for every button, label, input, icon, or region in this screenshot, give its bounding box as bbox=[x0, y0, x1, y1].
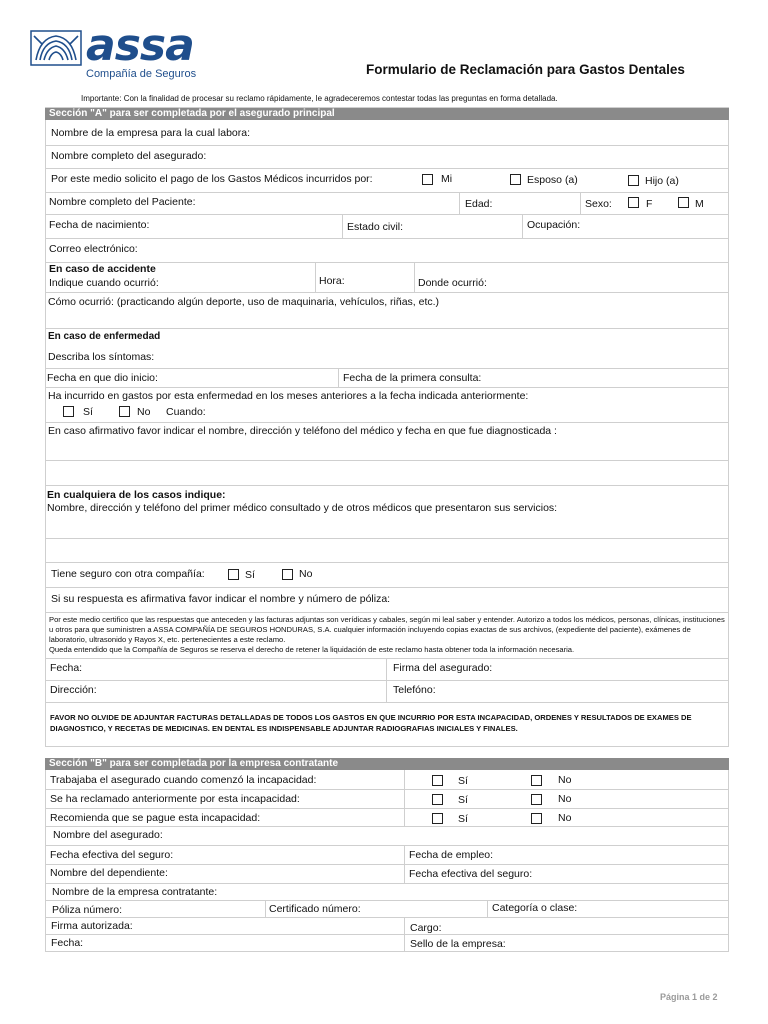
certifico-paragraph: Por este medio certifico que las respuestas que anteceden y las facturas adjuntas son verídicas y cabales, según mi leal saber y entender. Autorizo a todos los médicos, personas, clínicas, instituciones u otros para que suministren a ASSA COMPAÑÍA DE SEGUROS HONDURAS, S.A. cualquier información incluyendo copias exactas de sus archivos, (expediente del paciente), exámenes de laboratorio, ultrasonido y Rayos X, etc. pertenecientes a este reclamo. Queda entendido que la Compañía de Seguros se reserva el derecho de retener la liquidación de este reclamo hasta obtener toda la información necesaria. bbox=[49, 615, 725, 654]
categoria-label: Categoría o clase: bbox=[492, 902, 578, 914]
poliza-numero-label: Póliza número: bbox=[52, 904, 123, 916]
checkbox-sexo-f[interactable] bbox=[628, 197, 639, 208]
certificado-numero-label: Certificado número: bbox=[269, 903, 361, 915]
firma-label: Firma del asegurado: bbox=[393, 662, 493, 674]
opt-hijo-label: Hijo (a) bbox=[645, 175, 679, 187]
fecha-efectiva-2-label: Fecha efectiva del seguro: bbox=[409, 868, 533, 880]
como-label: Cómo ocurrió: (practicando algún deporte, uso de maquinaria, vehículos, riñas, etc.) bbox=[48, 296, 440, 308]
dependiente-label: Nombre del dependiente: bbox=[50, 867, 168, 879]
donde-label: Donde ocurrió: bbox=[418, 277, 487, 289]
logo-subtitle: Compañía de Seguros bbox=[86, 68, 197, 80]
logo-wordmark: assa bbox=[86, 20, 194, 71]
edad-label: Edad: bbox=[465, 198, 493, 210]
telefono-label: Telefóno: bbox=[393, 684, 436, 696]
section-a-header: Sección "A" para ser completada por el asegurado principal bbox=[45, 108, 729, 120]
section-b-header: Sección "B" para ser completada por la empresa contratante bbox=[45, 758, 729, 770]
checkbox-q2-no[interactable] bbox=[531, 794, 542, 805]
importante-note: Importante: Con la finalidad de procesar su reclamo rápidamente, le agradeceremos contestar todas las preguntas en forma detallada. bbox=[81, 94, 558, 103]
nombre-asegurado-label: Nombre del asegurado: bbox=[53, 829, 163, 841]
estado-civil-label: Estado civil: bbox=[347, 221, 404, 233]
solicito-label: Por este medio solicito el pago de los Gastos Médicos incurridos por: bbox=[51, 173, 373, 185]
checkbox-q3-si[interactable] bbox=[432, 813, 443, 824]
otro-seguro-label: Tiene seguro con otra compañía: bbox=[51, 568, 205, 580]
afirmativo-label: En caso afirmativo favor indicar el nombre, dirección y teléfono del médico y fecha en que fue diagnosticada : bbox=[48, 425, 557, 437]
queda-text: Queda entendido que la Compañía de Seguros se reserva el derecho de retener la liquidación de este reclamo hasta obtener toda la información necesaria. bbox=[49, 645, 575, 654]
accidente-title: En caso de accidente bbox=[49, 263, 156, 275]
fecha-label: Fecha: bbox=[50, 662, 83, 674]
direccion-label: Dirección: bbox=[50, 684, 97, 696]
sexo-f-label: F bbox=[646, 198, 653, 210]
primera-consulta-label: Fecha de la primera consulta: bbox=[343, 372, 482, 384]
q1-si-label: Sí bbox=[458, 775, 468, 787]
hora-label: Hora: bbox=[319, 275, 345, 287]
primer-medico-label: Nombre, dirección y teléfono del primer médico consultado y de otros médicos que presentaron sus servicios: bbox=[47, 502, 558, 514]
ocupacion-label: Ocupación: bbox=[527, 219, 581, 231]
checkbox-incurrido-no[interactable] bbox=[119, 406, 130, 417]
q3-label: Recomienda que se pague esta incapacidad: bbox=[50, 812, 261, 824]
form-title: Formulario de Reclamación para Gastos Dentales bbox=[366, 62, 685, 77]
sexo-m-label: M bbox=[695, 198, 704, 210]
lion-emblem-icon bbox=[30, 30, 82, 66]
empresa-contratante-label: Nombre de la empresa contratante: bbox=[52, 886, 218, 898]
opt-esposo-label: Esposo (a) bbox=[527, 174, 578, 186]
q1-label: Trabajaba el asegurado cuando comenzó la incapacidad: bbox=[50, 774, 317, 786]
cuando-label: Cuando: bbox=[166, 406, 206, 418]
incurrido-no-label: No bbox=[137, 406, 151, 418]
opt-mi-label: Mi bbox=[441, 173, 453, 185]
favor-note: FAVOR NO OLVIDE DE ADJUNTAR FACTURAS DETALLADAS DE TODOS LOS GASTOS EN QUE INCURRIO POR ESTA INCAPACIDAD, ORDENES Y RESULTADOS DE EXAMES DE DIAGNOSTICO, Y RECETAS DE MEDICINAS. EN DENTAL ES INDISPENSABLE ADJUNTAR RADIOGRAFIAS INICIALES Y FINALES. bbox=[50, 713, 692, 733]
q3-si-label: Sí bbox=[458, 813, 468, 825]
q3-no-label: No bbox=[558, 812, 572, 824]
cualquiera-title: En cualquiera de los casos indique: bbox=[47, 489, 226, 501]
checkbox-incurrido-si[interactable] bbox=[63, 406, 74, 417]
q2-label: Se ha reclamado anteriormente por esta incapacidad: bbox=[50, 793, 300, 805]
checkbox-q1-no[interactable] bbox=[531, 775, 542, 786]
sexo-label: Sexo: bbox=[585, 198, 612, 210]
empresa-label: Nombre de la empresa para la cual labora: bbox=[51, 127, 251, 139]
q2-si-label: Sí bbox=[458, 794, 468, 806]
ha-incurrido-label: Ha incurrido en gastos por esta enfermedad en los meses anteriores a la fecha indicada anteriormente: bbox=[48, 390, 529, 402]
sello-label: Sello de la empresa: bbox=[410, 938, 506, 950]
incurrido-si-label: Sí bbox=[83, 406, 93, 418]
checkbox-otro-no[interactable] bbox=[282, 569, 293, 580]
inicio-label: Fecha en que dio inicio: bbox=[47, 372, 158, 384]
checkbox-q2-si[interactable] bbox=[432, 794, 443, 805]
fecha-empleo-label: Fecha de empleo: bbox=[409, 849, 494, 861]
enfermedad-title: En caso de enfermedad bbox=[48, 331, 161, 342]
correo-label: Correo electrónico: bbox=[49, 243, 138, 255]
page-number: Página 1 de 2 bbox=[660, 992, 718, 1002]
cargo-label: Cargo: bbox=[410, 922, 442, 934]
otro-si-label: Sí bbox=[245, 569, 255, 581]
checkbox-hijo[interactable] bbox=[628, 175, 639, 186]
checkbox-otro-si[interactable] bbox=[228, 569, 239, 580]
fecha-efectiva-label: Fecha efectiva del seguro: bbox=[50, 849, 174, 861]
indique-cuando-label: Indique cuando ocurrió: bbox=[49, 277, 159, 289]
firma-autorizada-label: Firma autorizada: bbox=[51, 920, 133, 932]
asegurado-label: Nombre completo del asegurado: bbox=[51, 150, 207, 162]
checkbox-mi[interactable] bbox=[422, 174, 433, 185]
checkbox-sexo-m[interactable] bbox=[678, 197, 689, 208]
checkbox-esposo[interactable] bbox=[510, 174, 521, 185]
otro-no-label: No bbox=[299, 568, 313, 580]
checkbox-q1-si[interactable] bbox=[432, 775, 443, 786]
checkbox-q3-no[interactable] bbox=[531, 813, 542, 824]
paciente-label: Nombre completo del Paciente: bbox=[49, 196, 196, 208]
q1-no-label: No bbox=[558, 774, 572, 786]
poliza-question-label: Si su respuesta es afirmativa favor indicar el nombre y número de póliza: bbox=[51, 593, 391, 605]
sintomas-label: Describa los síntomas: bbox=[48, 351, 155, 363]
fecha-b-label: Fecha: bbox=[51, 937, 84, 949]
nacimiento-label: Fecha de nacimiento: bbox=[49, 219, 150, 231]
q2-no-label: No bbox=[558, 793, 572, 805]
